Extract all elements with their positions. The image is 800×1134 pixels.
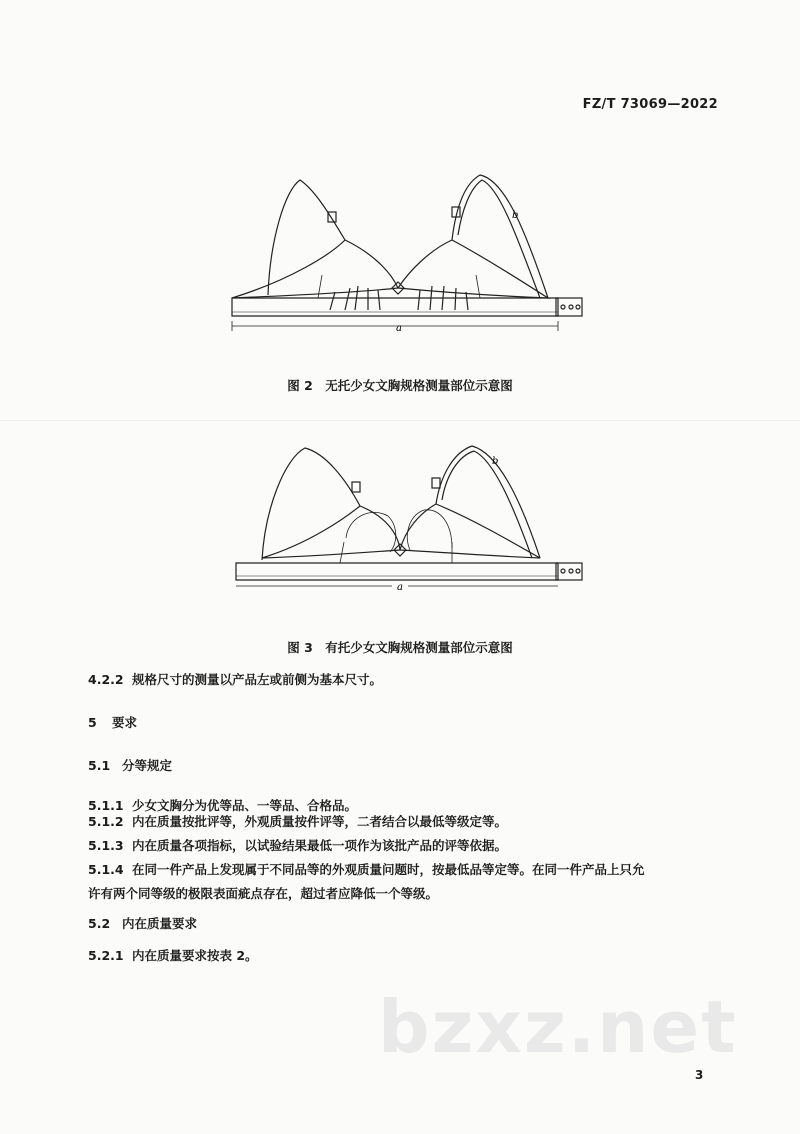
- section-5-heading: 5 要求: [88, 715, 138, 730]
- left-cup: [232, 240, 398, 298]
- figure-3-padded-bra-diagram: [0, 438, 800, 598]
- figure-2-caption: 图 2 无托少女文胸规格测量部位示意图: [287, 378, 513, 393]
- paragraph-5-1-4: 5.1.4 在同一件产品上发现属于不同品等的外观质量问题时，按最低品等定等。在同一件产品上只允: [88, 862, 645, 877]
- document-code: FZ/T 73069—2022: [582, 97, 718, 112]
- figure-2-unpadded-bra-diagram: [0, 160, 800, 340]
- page-number: 3: [695, 1068, 704, 1082]
- paragraph-4-2-2: 4.2.2 规格尺寸的测量以产品左或前侧为基本尺寸。: [88, 672, 383, 687]
- band: [232, 298, 558, 316]
- watermark: bzxz.net: [378, 985, 738, 1069]
- label-b: b: [512, 210, 519, 221]
- right-slider: [432, 478, 440, 488]
- figure-3-caption: 图 3 有托少女文胸规格测量部位示意图: [287, 640, 513, 655]
- left-slider: [352, 482, 360, 492]
- label-a: a: [397, 582, 403, 593]
- left-cup: [262, 506, 400, 558]
- paragraph-5-1-1: 5.1.1 少女文胸分为优等品、一等品、合格品。: [88, 798, 358, 813]
- paragraph-5-1-4-cont: 许有两个同等级的极限表面疵点存在，超过者应降低一个等级。: [88, 886, 439, 901]
- right-cup: [398, 240, 548, 298]
- paragraph-5-2-1: 5.2.1 内在质量要求按表 2。: [88, 948, 258, 963]
- section-5-1-heading: 5.1 分等规定: [88, 758, 173, 773]
- divider: [0, 420, 800, 421]
- left-strap: [262, 448, 360, 560]
- section-5-2-heading: 5.2 内在质量要求: [88, 916, 198, 931]
- label-b: b: [492, 456, 499, 467]
- left-strap: [268, 180, 345, 295]
- label-a: a: [396, 323, 402, 334]
- paragraph-5-1-2: 5.1.2 内在质量按批评等，外观质量按件评等，二者结合以最低等级定等。: [88, 814, 508, 829]
- band: [236, 563, 558, 580]
- paragraph-5-1-3: 5.1.3 内在质量各项指标，以试验结果最低一项作为该批产品的评等依据。: [88, 838, 508, 853]
- right-cup: [400, 504, 540, 558]
